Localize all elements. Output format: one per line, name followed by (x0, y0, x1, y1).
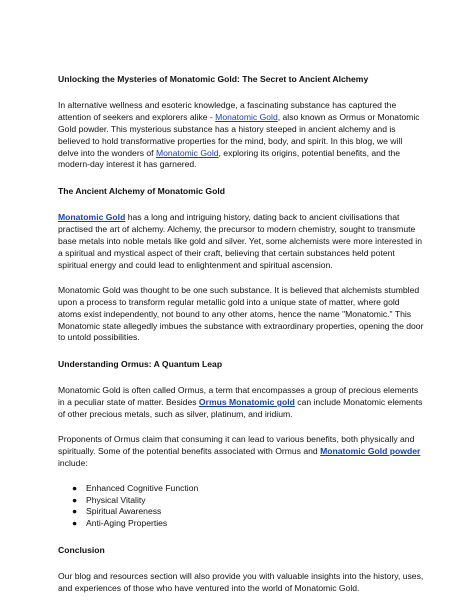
section-heading-understanding-ormus: Understanding Ormus: A Quantum Leap (58, 359, 223, 370)
list-item (72, 506, 424, 518)
ormus-paragraph-1 (58, 385, 424, 421)
section-heading-ancient-alchemy: The Ancient Alchemy of Monatomic Gold (58, 186, 225, 197)
list-item-label: Physical Vitality (86, 494, 146, 505)
bullet-icon: ● (72, 518, 78, 529)
list-item (72, 495, 424, 507)
document-title: Unlocking the Mysteries of Monatomic Gold: The Secret to Ancient Alchemy (58, 74, 369, 84)
list-item (72, 518, 424, 530)
ancient-alchemy-text-1: has a long and intriguing history, dating back to ancient civilisations that practised the art of alchemy. Alchemy, the precursor to modern chemistry, sought to transmute base metals into noble metals like gold and silver. Yet, some alchemists were more interested in a spiritual and mystical aspect of their craft, believing that certain substances held potent spiritual energy and could lead to enlightenment and spiritual ascension. (58, 212, 422, 270)
ormus-text-3: Proponents of Ormus claim that consuming it can lead to various benefits, both physically and spiritually. Some of the potential benefits associated with Ormus and (58, 433, 415, 456)
section-heading-conclusion: Conclusion (58, 545, 105, 556)
ancient-alchemy-paragraph-1 (58, 212, 424, 272)
intro-paragraph (58, 100, 424, 171)
ormus-paragraph-2 (58, 434, 424, 470)
intro-text-1: In alternative wellness and esoteric knowledge, a fascinating substance has captured the attention of seekers and explorers alike - (58, 99, 397, 122)
list-item (72, 483, 424, 495)
monatomic-gold-link-2[interactable]: Monatomic Gold (155, 147, 219, 158)
ormus-monatomic-gold-link[interactable]: Ormus Monatomic gold (198, 397, 295, 408)
bullet-icon: ● (72, 482, 78, 493)
intro-text-3: , exploring its origins, potential benefits, and the modern-day interest it has garnered. (58, 147, 401, 170)
monatomic-gold-link-3[interactable]: Monatomic Gold (58, 212, 126, 223)
ancient-alchemy-paragraph-2: Monatomic Gold was thought to be one such substance. It is believed that alchemists stumbled upon a process to transform regular metallic gold into a unique state of matter, where gold atoms exist independently, not bound to any other atoms, hence the name "Monatomic." This Monatomic state allegedly imbues the substance with extraordinary properties, opening the door to untold possibilities. (58, 284, 424, 343)
list-item-label: Anti-Aging Properties (86, 518, 168, 529)
ormus-text-2: can include Monatomic elements of other precious metals, such as silver, platinum, and iridium. (58, 397, 423, 420)
ormus-text-1: Monatomic Gold is often called Ormus, a term that encompasses a group of precious elements in a peculiar state of matter. Besides (58, 385, 419, 408)
ormus-text-4: include: (58, 457, 88, 468)
bullet-icon: ● (72, 506, 78, 517)
list-item-label: Spiritual Awareness (86, 506, 162, 517)
list-item-label: Enhanced Cognitive Function (86, 482, 199, 493)
intro-text-2: , also known as Ormus or Monatomic Gold powder. This mysterious substance has a history steeped in ancient alchemy and is believed to hold transformative properties for the mind, body, and spirit. In this blog, we will delve into the wonders of (58, 111, 420, 158)
monatomic-gold-powder-link[interactable]: Monatomic Gold powder (320, 445, 421, 456)
benefits-list (58, 483, 424, 531)
conclusion-paragraph: Our blog and resources section will also provide you with valuable insights into the history, uses, and experiences of those who have ventured into the world of Monatomic Gold. (58, 571, 424, 594)
bullet-icon: ● (72, 494, 78, 505)
monatomic-gold-link-1[interactable]: Monatomic Gold (215, 111, 278, 122)
